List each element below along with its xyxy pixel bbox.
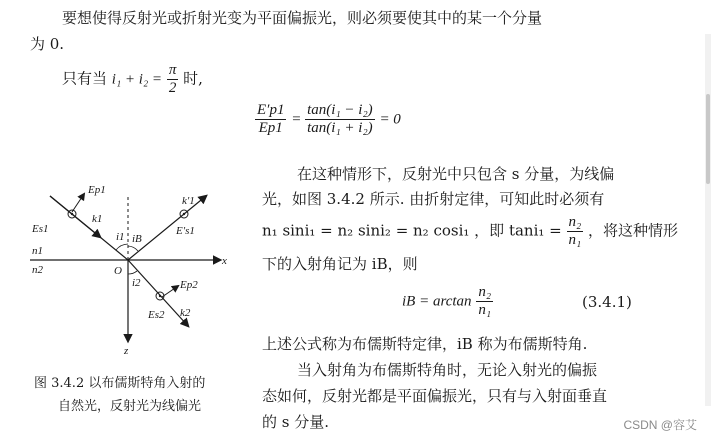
label-x: x (222, 255, 227, 267)
para2-den: n₁ (568, 232, 582, 248)
label-ep1: Ep1 (88, 184, 106, 196)
cond-prefix: 只有当 (62, 69, 108, 88)
para2-fraction (567, 214, 584, 249)
para1-line2: 为 0. (30, 35, 65, 53)
label-ep2: Ep2 (180, 279, 198, 291)
brewster-figure (30, 176, 240, 356)
label-ib: iB (132, 233, 142, 245)
eq2-den: n₁ (478, 302, 492, 318)
figure-caption-line2: 自然光，反射光为线偏光 (58, 399, 202, 414)
para3-line1: 上述公式称为布儒斯特定律，iB 称为布儒斯特角. (262, 335, 588, 353)
label-i1: i1 (116, 231, 125, 243)
scrollbar-track[interactable] (705, 34, 711, 406)
para2-line3b: ，将这种情形 (588, 221, 679, 240)
para2-num: n₂ (568, 214, 582, 230)
equation-2 (402, 284, 493, 319)
label-n1: n1 (32, 245, 43, 257)
para1-line1: 要想使得反射光或折射光变为平面偏振光，则必须要使其中的某一个分量 (62, 9, 543, 27)
equation-2-label: (3.4.1) (582, 293, 632, 311)
eq2-num: n₂ (478, 284, 492, 300)
eq1-rhs (305, 102, 375, 137)
para2-line3 (262, 214, 678, 249)
watermark: CSDN @容艾 (623, 418, 697, 432)
eq2-fraction (476, 284, 493, 319)
cond-suffix: 时, (183, 69, 203, 88)
cond-num: π (168, 62, 177, 78)
equation-1: $\frac{E'p1}{Ep1}$ = $\frac{\text{tan(i₁ − i₂)}}{\text{tan(i₁ + i₂)}}$ = 0 (257, 102, 401, 136)
angle-arc-ib (128, 246, 138, 251)
eq1-lhs-num: E′p1 (257, 102, 285, 118)
eq1-rhs-den: tan(i₁ + i₂) (307, 120, 373, 136)
cond-fraction (167, 62, 179, 97)
para2-line4: 下的入射角记为 iB，则 (262, 255, 418, 273)
ep1-arrow (72, 194, 84, 212)
angle-arc-i1 (116, 244, 128, 250)
label-es1: Es1 (32, 223, 49, 235)
label-o: O (114, 265, 122, 277)
eq1-lhs (255, 102, 286, 137)
eq2-lhs: iB = arctan (402, 293, 472, 310)
angle-arc-i2 (128, 271, 137, 274)
label-es1p: E′s1 (176, 225, 195, 237)
cond-expr: i₁ + i₂ = (111, 71, 163, 88)
figure-caption-line1: 图 3.4.2 以布儒斯特角入射的 (34, 376, 206, 391)
eq1-result: = 0 (379, 111, 401, 128)
condition-line (62, 62, 203, 97)
para3-line3: 态如何，反射光都是平面偏振光，只有与入射面垂直 (262, 387, 608, 405)
para3-line2: 当入射角为布儒斯特角时，无论入射光的偏振 (297, 361, 598, 379)
label-i2: i2 (132, 277, 141, 289)
para3-line4: 的 s 分量. (262, 413, 330, 431)
eq1-rhs-num: tan(i₁ − i₂) (307, 102, 373, 118)
label-es2: Es2 (148, 309, 165, 321)
scrollbar-thumb[interactable] (706, 94, 710, 184)
eq1-lhs-den: Ep1 (258, 120, 283, 136)
para2-line3a: n₁ sini₁ = n₂ sini₂ = n₂ cosi₁ ，即 tani₁ = (262, 221, 562, 240)
label-k1: k1 (92, 213, 103, 225)
label-n2: n2 (32, 264, 43, 276)
label-z: z (124, 345, 129, 356)
label-k2: k2 (180, 307, 191, 319)
label-k1p: k′1 (182, 195, 195, 207)
cond-den: 2 (168, 80, 177, 96)
para2-line2: 光，如图 3.4.2 所示. 由折射定律，可知此时必须有 (262, 190, 605, 208)
para2-line1: 在这种情形下，反射光中只包含 s 分量，为线偏 (297, 165, 615, 183)
